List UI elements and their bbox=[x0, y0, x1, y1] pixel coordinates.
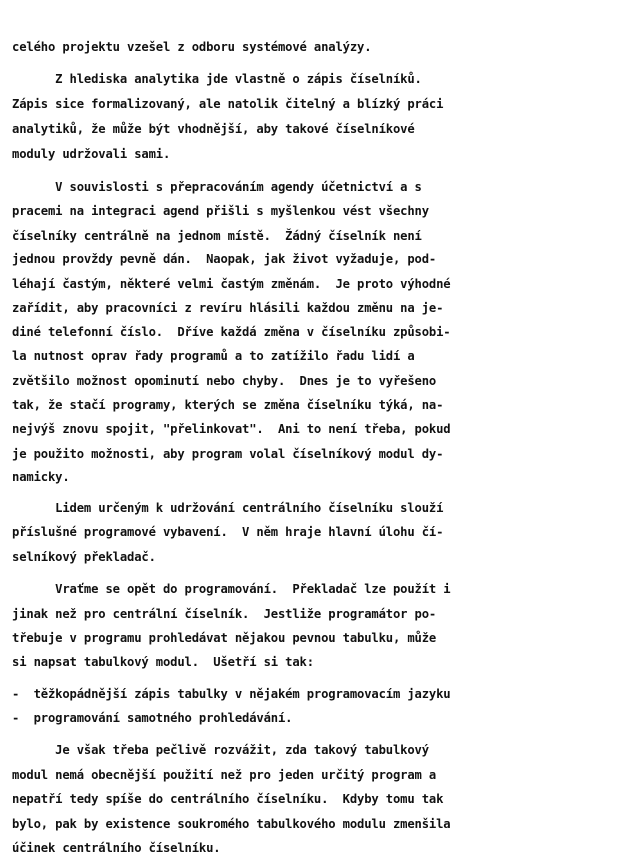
text-line: Lidem určeným k udržování centrálního číselníku slouží bbox=[12, 501, 444, 515]
text-line: tak, že stačí programy, kterých se změna číselníku týká, na- bbox=[12, 398, 444, 412]
text-line: nepatří tedy spíše do centrálního číselníku. Kdyby tomu tak bbox=[12, 792, 444, 806]
text-line: la nutnost oprav řady programů a to zatížilo řadu lidí a bbox=[12, 349, 415, 363]
text-line: modul nemá obecnější použití než pro jeden určitý program a bbox=[12, 768, 437, 782]
text-line: léhají častým, některé velmi častým změnám. Je proto výhodné bbox=[12, 277, 451, 291]
text-line: číselníky centrálně na jednom místě. Žádný číselník není bbox=[12, 229, 422, 243]
text-line: jednou provždy pevně dán. Naopak, jak život vyžaduje, pod- bbox=[12, 252, 437, 266]
text-line: bylo, pak by existence soukromého tabulkového modulu zmenšila bbox=[12, 817, 451, 831]
list-item: - programování samotného prohledávání. bbox=[12, 711, 293, 725]
text-line: třebuje v programu prohledávat nějakou pevnou tabulku, může bbox=[12, 631, 437, 645]
text-line: diné telefonní číslo. Dříve každá změna v číselníku způsobi- bbox=[12, 325, 451, 339]
text-line: příslušné programové vybavení. V něm hraje hlavní úlohu čí- bbox=[12, 525, 444, 539]
text-line: pracemi na integraci agend přišli s myšlenkou vést všechny bbox=[12, 204, 429, 218]
text-line: V souvislosti s přepracováním agendy účetnictví a s bbox=[12, 180, 422, 194]
text-line: selníkový překladač. bbox=[12, 550, 156, 564]
text-line: je použito možnosti, aby program volal číselníkový modul dy- bbox=[12, 447, 444, 461]
text-line: nejvýš znovu spojit, "přelinkovat". Ani to není třeba, pokud bbox=[12, 422, 451, 436]
text-line: si napsat tabulkový modul. Ušetří si tak: bbox=[12, 655, 314, 669]
text-line: namicky. bbox=[12, 470, 70, 484]
text-line: zvětšilo možnost opominutí nebo chyby. Dnes je to vyřešeno bbox=[12, 374, 437, 388]
text-line: Zápis sice formalizovaný, ale natolik čitelný a blízký práci bbox=[12, 97, 444, 111]
text-line: účinek centrálního číselníku. bbox=[12, 841, 221, 855]
text-line: moduly udržovali sami. bbox=[12, 147, 171, 161]
text-line: analytiků, že může být vhodnější, aby takové číselníkové bbox=[12, 122, 415, 136]
text-line: celého projektu vzešel z odboru systémové analýzy. bbox=[12, 40, 372, 54]
text-line: Vraťme se opět do programování. Překladač lze použít i bbox=[12, 582, 451, 596]
text-line: zařídit, aby pracovníci z revíru hlásili každou změnu na je- bbox=[12, 301, 444, 315]
text-line: Je však třeba pečlivě rozvážit, zda takový tabulkový bbox=[12, 743, 429, 757]
text-line: jinak než pro centrální číselník. Jestliže programátor po- bbox=[12, 607, 437, 621]
text-line: Z hlediska analytika jde vlastně o zápis číselníků. bbox=[12, 72, 422, 86]
list-item: - těžkopádnější zápis tabulky v nějakém programovacím jazyku bbox=[12, 687, 451, 701]
